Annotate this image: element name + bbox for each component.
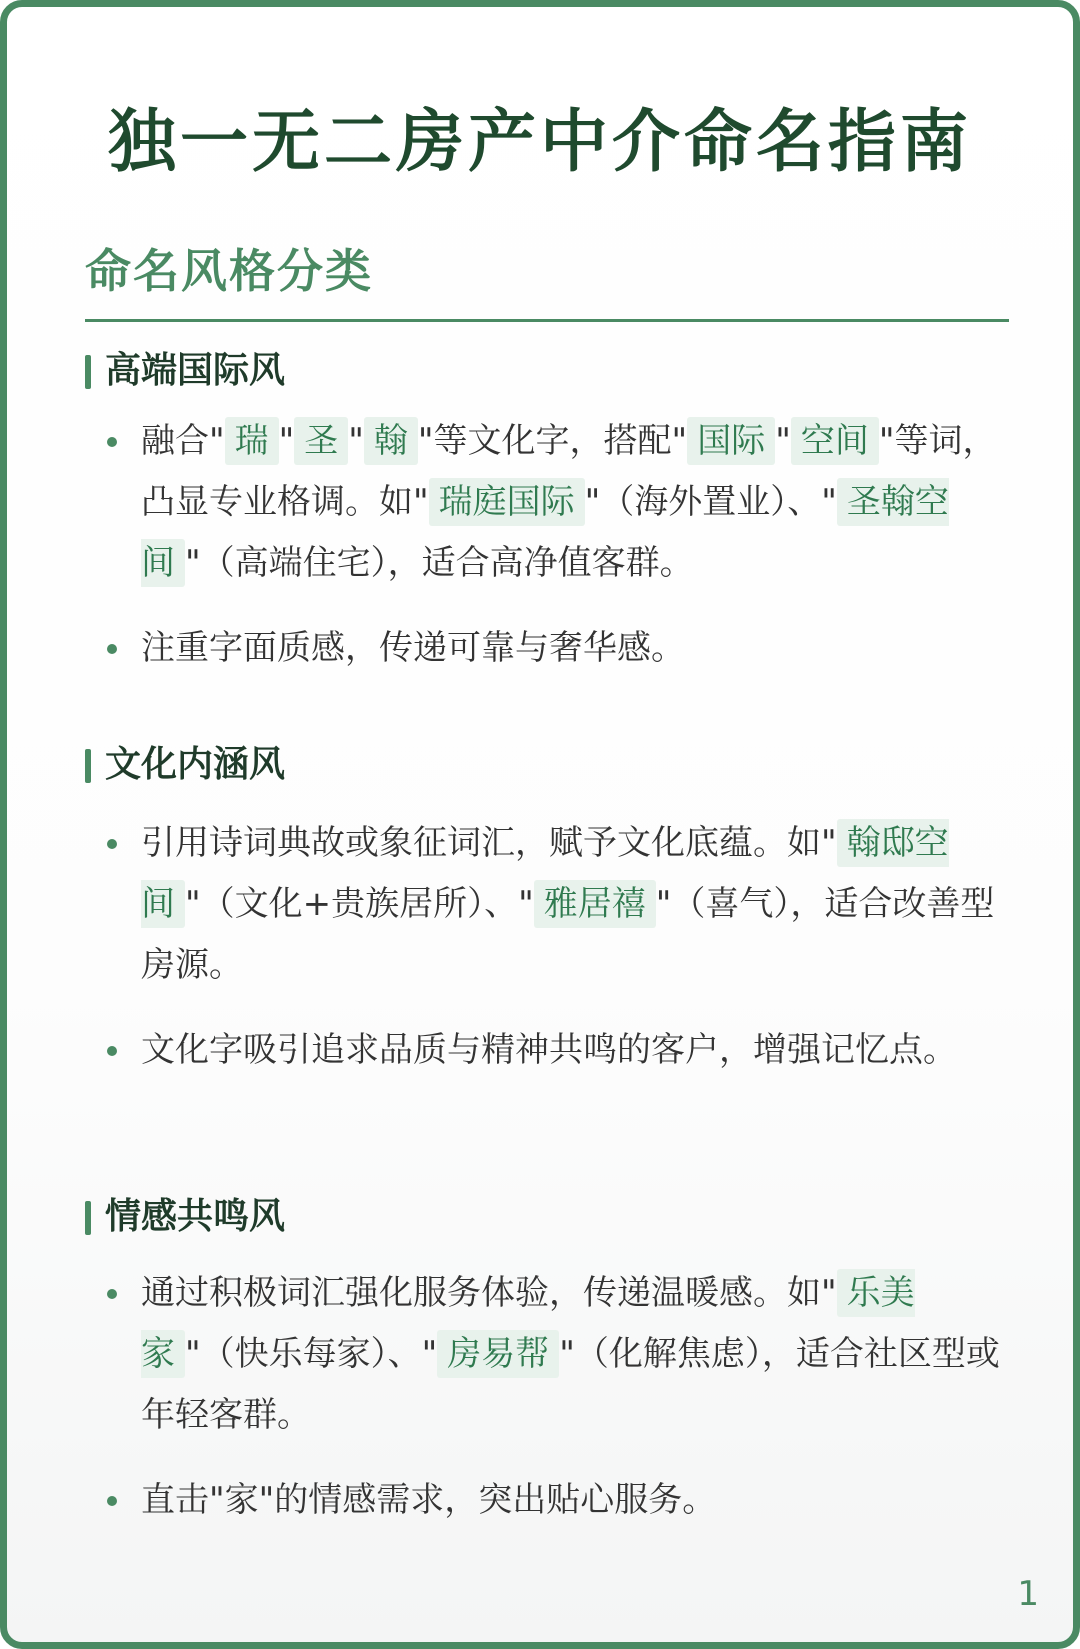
category-heading-culture: 文化内涵风 [85, 741, 285, 789]
highlighted-keyword: 空间 [791, 417, 879, 465]
bullet-text: "（化解焦虑），适合社区型或年轻客群。 [141, 1334, 1000, 1435]
bullet-text: 融合" [141, 421, 225, 461]
bullet-text: 通过积极词汇强化服务体验，传递温暖感。如" [141, 1273, 837, 1313]
category-list-culture [85, 813, 1013, 1105]
list-item [85, 1020, 1013, 1081]
highlighted-keyword: 房易帮 [437, 1330, 559, 1378]
list-item [85, 1263, 1013, 1446]
bullet-text: " [348, 421, 364, 461]
bullet-text: " [278, 421, 295, 461]
section-title: 命名风格分类 [85, 244, 373, 298]
list-item [85, 411, 1013, 594]
category-heading-emotion: 情感共鸣风 [85, 1193, 285, 1241]
list-item [85, 813, 1013, 996]
bullet-text: "（喜气），适合改善型房源。 [141, 884, 995, 985]
highlighted-keyword: 瑞庭国际 [429, 478, 585, 526]
highlighted-keyword: 翰邸空间 [141, 819, 949, 928]
bullet-text: "（快乐每家）、" [185, 1334, 438, 1374]
list-item [85, 618, 1013, 679]
list-item [85, 1470, 1013, 1531]
page-title: 独一无二房产中介命名指南 [107, 103, 972, 182]
bullet-text: "等文化字，搭配" [417, 421, 688, 461]
highlighted-keyword: 国际 [687, 417, 775, 465]
bullet-text: "（文化+贵族居所）、" [185, 884, 534, 924]
bullet-text: 引用诗词典故或象征词汇，赋予文化底蕴。如" [141, 823, 837, 863]
highlighted-keyword: 瑞 [225, 417, 279, 465]
bullet-text: 注重字面质感，传递可靠与奢华感。 [141, 628, 685, 668]
category-list-emotion [85, 1263, 1013, 1555]
section-divider [85, 319, 1009, 322]
bullet-text: "（高端住宅），适合高净值客群。 [185, 543, 694, 583]
bullet-text: " [775, 421, 791, 461]
category-list-luxury [85, 411, 1013, 703]
highlighted-keyword: 圣翰空间 [141, 478, 949, 587]
bullet-text: "（海外置业）、" [584, 482, 837, 522]
page-number: 1 [1017, 1574, 1039, 1614]
highlighted-keyword: 雅居禧 [534, 880, 656, 928]
highlighted-keyword: 乐美家 [141, 1269, 915, 1378]
bullet-text: 直击"家"的情感需求，突出贴心服务。 [141, 1480, 717, 1520]
category-heading-luxury: 高端国际风 [85, 347, 285, 395]
bullet-text: "等词，凸显专业格调。如" [141, 421, 997, 522]
bullet-text: 文化字吸引追求品质与精神共鸣的客户，增强记忆点。 [141, 1030, 957, 1070]
highlighted-keyword: 翰 [364, 417, 418, 465]
highlighted-keyword: 圣 [294, 417, 348, 465]
